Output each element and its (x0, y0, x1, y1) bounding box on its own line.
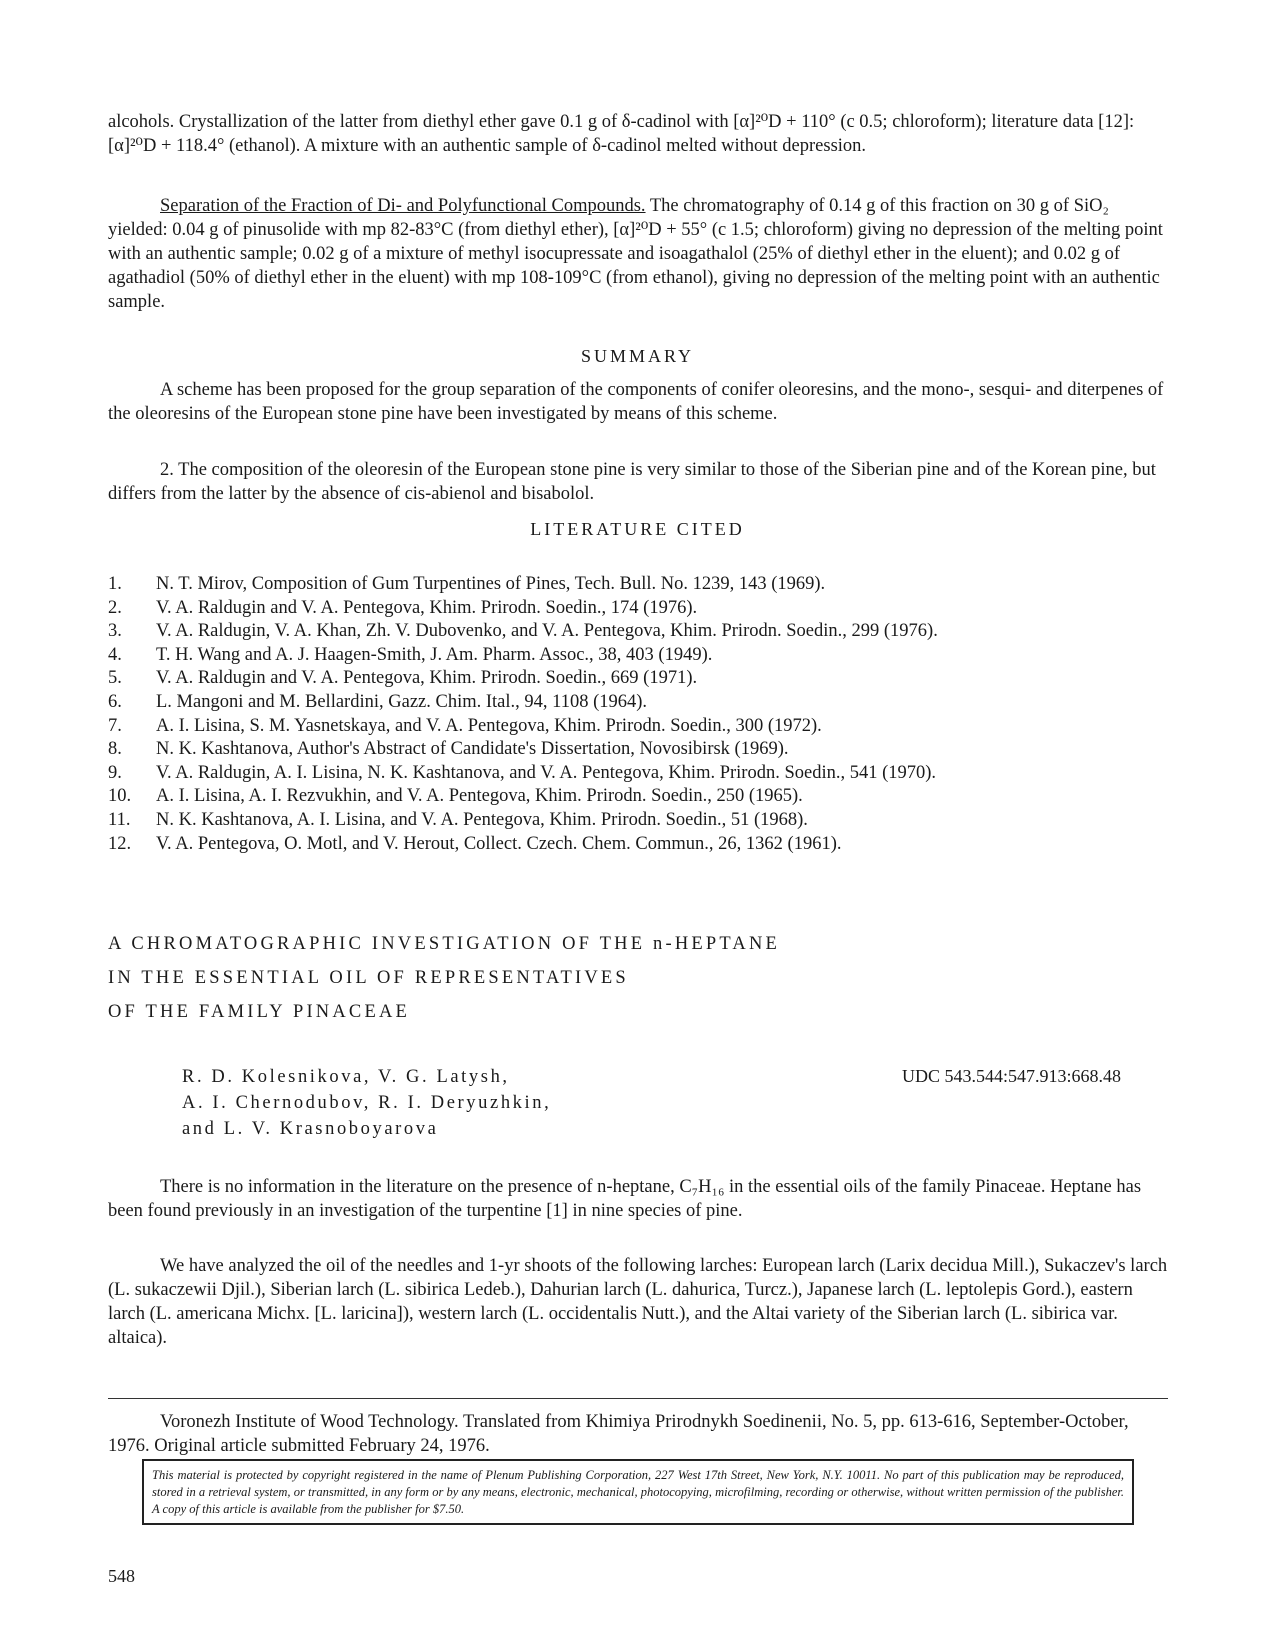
udc-code: UDC 543.544:547.913:668.48 (902, 1066, 1122, 1086)
reference-text: V. A. Pentegova, O. Motl, and V. Herout, Collect. Czech. Chem. Commun., 26, 1362 (1961). (156, 833, 842, 854)
reference-text: L. Mangoni and M. Bellardini, Gazz. Chim. Ital., 94, 1108 (1964). (156, 691, 648, 712)
reference-number: 3. (108, 621, 122, 642)
reference-text: A. I. Lisina, S. M. Yasnetskaya, and V. A. Pentegova, Khim. Prirodn. Soedin., 300 (1972). (156, 715, 822, 736)
article-authors (182, 1064, 551, 1142)
reference-item (108, 690, 1168, 714)
reference-number: 1. (108, 574, 122, 594)
reference-number: 10. (108, 786, 132, 807)
copyright-notice: This material is protected by copyright registered in the name of Plenum Publishing Corporation, 227 West 17th Street, New York, N.Y. 10011. No part of this publication may be reproduced, stored in a retrieval system, or transmitted, in any form or by any means, electronic, mechanical, photocopying, microfilming, recording or otherwise, without written permission of the publisher. A copy of this article is available from the publisher for $7.50. (142, 1459, 1134, 1525)
summary-heading: SUMMARY (580, 346, 695, 366)
separation-text: The chromatography of 0.14 g of this fraction on 30 g of SiO₂ yielded: 0.04 g of pinusolide with mp 82-83°C (from diethyl ether), [α]²⁰D + 55° (c 1.5; chloroform) giving no depression of the melting point with an authentic sample; 0.02 g of a mixture of methyl isocupressate and isoagathalol (25% of diethyl ether in the eluent); and 0.02 g of agathadiol (50% of diethyl ether in the eluent) with mp 108-109°C (from ethanol), giving no depression of the melting point with an authentic sample. (108, 196, 1163, 312)
reference-number: 9. (108, 762, 122, 783)
reference-number: 2. (108, 597, 122, 618)
summary-para-2: 2. The composition of the oleoresin of the European stone pine is very similar to those of the Siberian pine and of the Korean pine, but differs from the latter by the absence of cis-abienol and bisabolol. (108, 460, 1156, 504)
article-title-line-1: A CHROMATOGRAPHIC INVESTIGATION OF THE n-HEPTANE (108, 934, 781, 954)
separation-heading: Separation of the Fraction of Di- and Polyfunctional Compounds. (160, 196, 646, 216)
reference-text: A. I. Lisina, A. I. Rezvukhin, and V. A. Pentegova, Khim. Prirodn. Soedin., 250 (1965). (156, 786, 803, 807)
para-alcohols: alcohols. Crystallization of the latter from diethyl ether gave 0.1 g of δ-cadinol with [α]²⁰D + 110° (c 0.5; chloroform); literature data [12]: [α]²⁰D + 118.4° (ethanol). A mixture with an authentic sample of δ-cadinol melted without depression. (108, 112, 1135, 156)
reference-number: 5. (108, 668, 122, 689)
reference-item (108, 619, 1168, 643)
reference-item (108, 761, 1168, 785)
reference-item (108, 714, 1168, 738)
reference-item (108, 572, 1168, 596)
reference-text: V. A. Raldugin and V. A. Pentegova, Khim. Prirodn. Soedin., 669 (1971). (156, 668, 698, 689)
reference-number: 11. (108, 809, 131, 830)
reference-number: 4. (108, 644, 122, 665)
reference-item (108, 643, 1168, 667)
page-number: 548 (108, 1566, 135, 1586)
footnote: Voronezh Institute of Wood Technology. Translated from Khimiya Prirodnykh Soedinenii, No. 5, pp. 613-616, September-October, 1976. Original article submitted February 24, 1976. (108, 1412, 1129, 1456)
reference-item (108, 666, 1168, 690)
reference-text: T. H. Wang and A. J. Haagen-Smith, J. Am. Pharm. Assoc., 38, 403 (1949). (156, 644, 713, 665)
reference-item (108, 808, 1168, 832)
reference-number: 8. (108, 739, 122, 760)
article-title-line-3: OF THE FAMILY PINACEAE (108, 1002, 411, 1022)
reference-item (108, 784, 1168, 808)
reference-item (108, 832, 1168, 856)
reference-text: V. A. Raldugin and V. A. Pentegova, Khim. Prirodn. Soedin., 174 (1976). (156, 597, 698, 618)
reference-item (108, 596, 1168, 620)
reference-text: N. K. Kashtanova, A. I. Lisina, and V. A. Pentegova, Khim. Prirodn. Soedin., 51 (1968). (156, 809, 808, 830)
literature-heading: LITERATURE CITED (530, 519, 745, 539)
article-para-2: We have analyzed the oil of the needles and 1-yr shoots of the following larches: European larch (Larix decidua Mill.), Sukaczev's larch (L. sukaczewii Djil.), Siberian larch (L. sibirica Ledeb.), Dahurian larch (L. dahurica, Turcz.), Japanese larch (L. leptolepis Gord.), eastern larch (L. americana Michx. [L. laricina]), western larch (L. occidentalis Nutt.), and the Altai variety of the Siberian larch (L. sibirica var. altaica). (108, 1256, 1168, 1348)
reference-text: V. A. Raldugin, V. A. Khan, Zh. V. Dubovenko, and V. A. Pentegova, Khim. Prirodn. Soedin., 299 (1976). (156, 621, 938, 642)
reference-number: 7. (108, 715, 122, 736)
reference-number: 12. (108, 833, 132, 854)
article-title-line-2: IN THE ESSENTIAL OIL OF REPRESENTATIVES (108, 968, 629, 988)
reference-list (108, 572, 1168, 855)
para-separation (108, 194, 1168, 314)
reference-text: N. T. Mirov, Composition of Gum Turpentines of Pines, Tech. Bull. No. 1239, 143 (1969). (156, 574, 826, 594)
authors-line-1: R. D. Kolesnikova, V. G. Latysh, (182, 1067, 510, 1087)
authors-line-2: A. I. Chernodubov, R. I. Deryuzhkin, (182, 1093, 552, 1113)
article-para-1: There is no information in the literature on the presence of n-heptane, C₇H₁₆ in the essential oils of the family Pinaceae. Heptane has been found previously in an investigation of the turpentine [1] in nine species of pine. (108, 1177, 1142, 1221)
reference-text: V. A. Raldugin, A. I. Lisina, N. K. Kashtanova, and V. A. Pentegova, Khim. Prirodn. Soedin., 541 (1970). (156, 762, 937, 783)
summary-para-1: A scheme has been proposed for the group separation of the components of conifer oleoresins, and the mono-, sesqui- and diterpenes of the oleoresins of the European stone pine have been investigated by means of this scheme. (108, 380, 1164, 424)
footnote-divider (108, 1398, 1168, 1399)
authors-line-3: and L. V. Krasnoboyarova (182, 1119, 439, 1139)
reference-text: N. K. Kashtanova, Author's Abstract of Candidate's Dissertation, Novosibirsk (1969). (156, 739, 789, 760)
reference-item (108, 737, 1168, 761)
reference-number: 6. (108, 691, 122, 712)
